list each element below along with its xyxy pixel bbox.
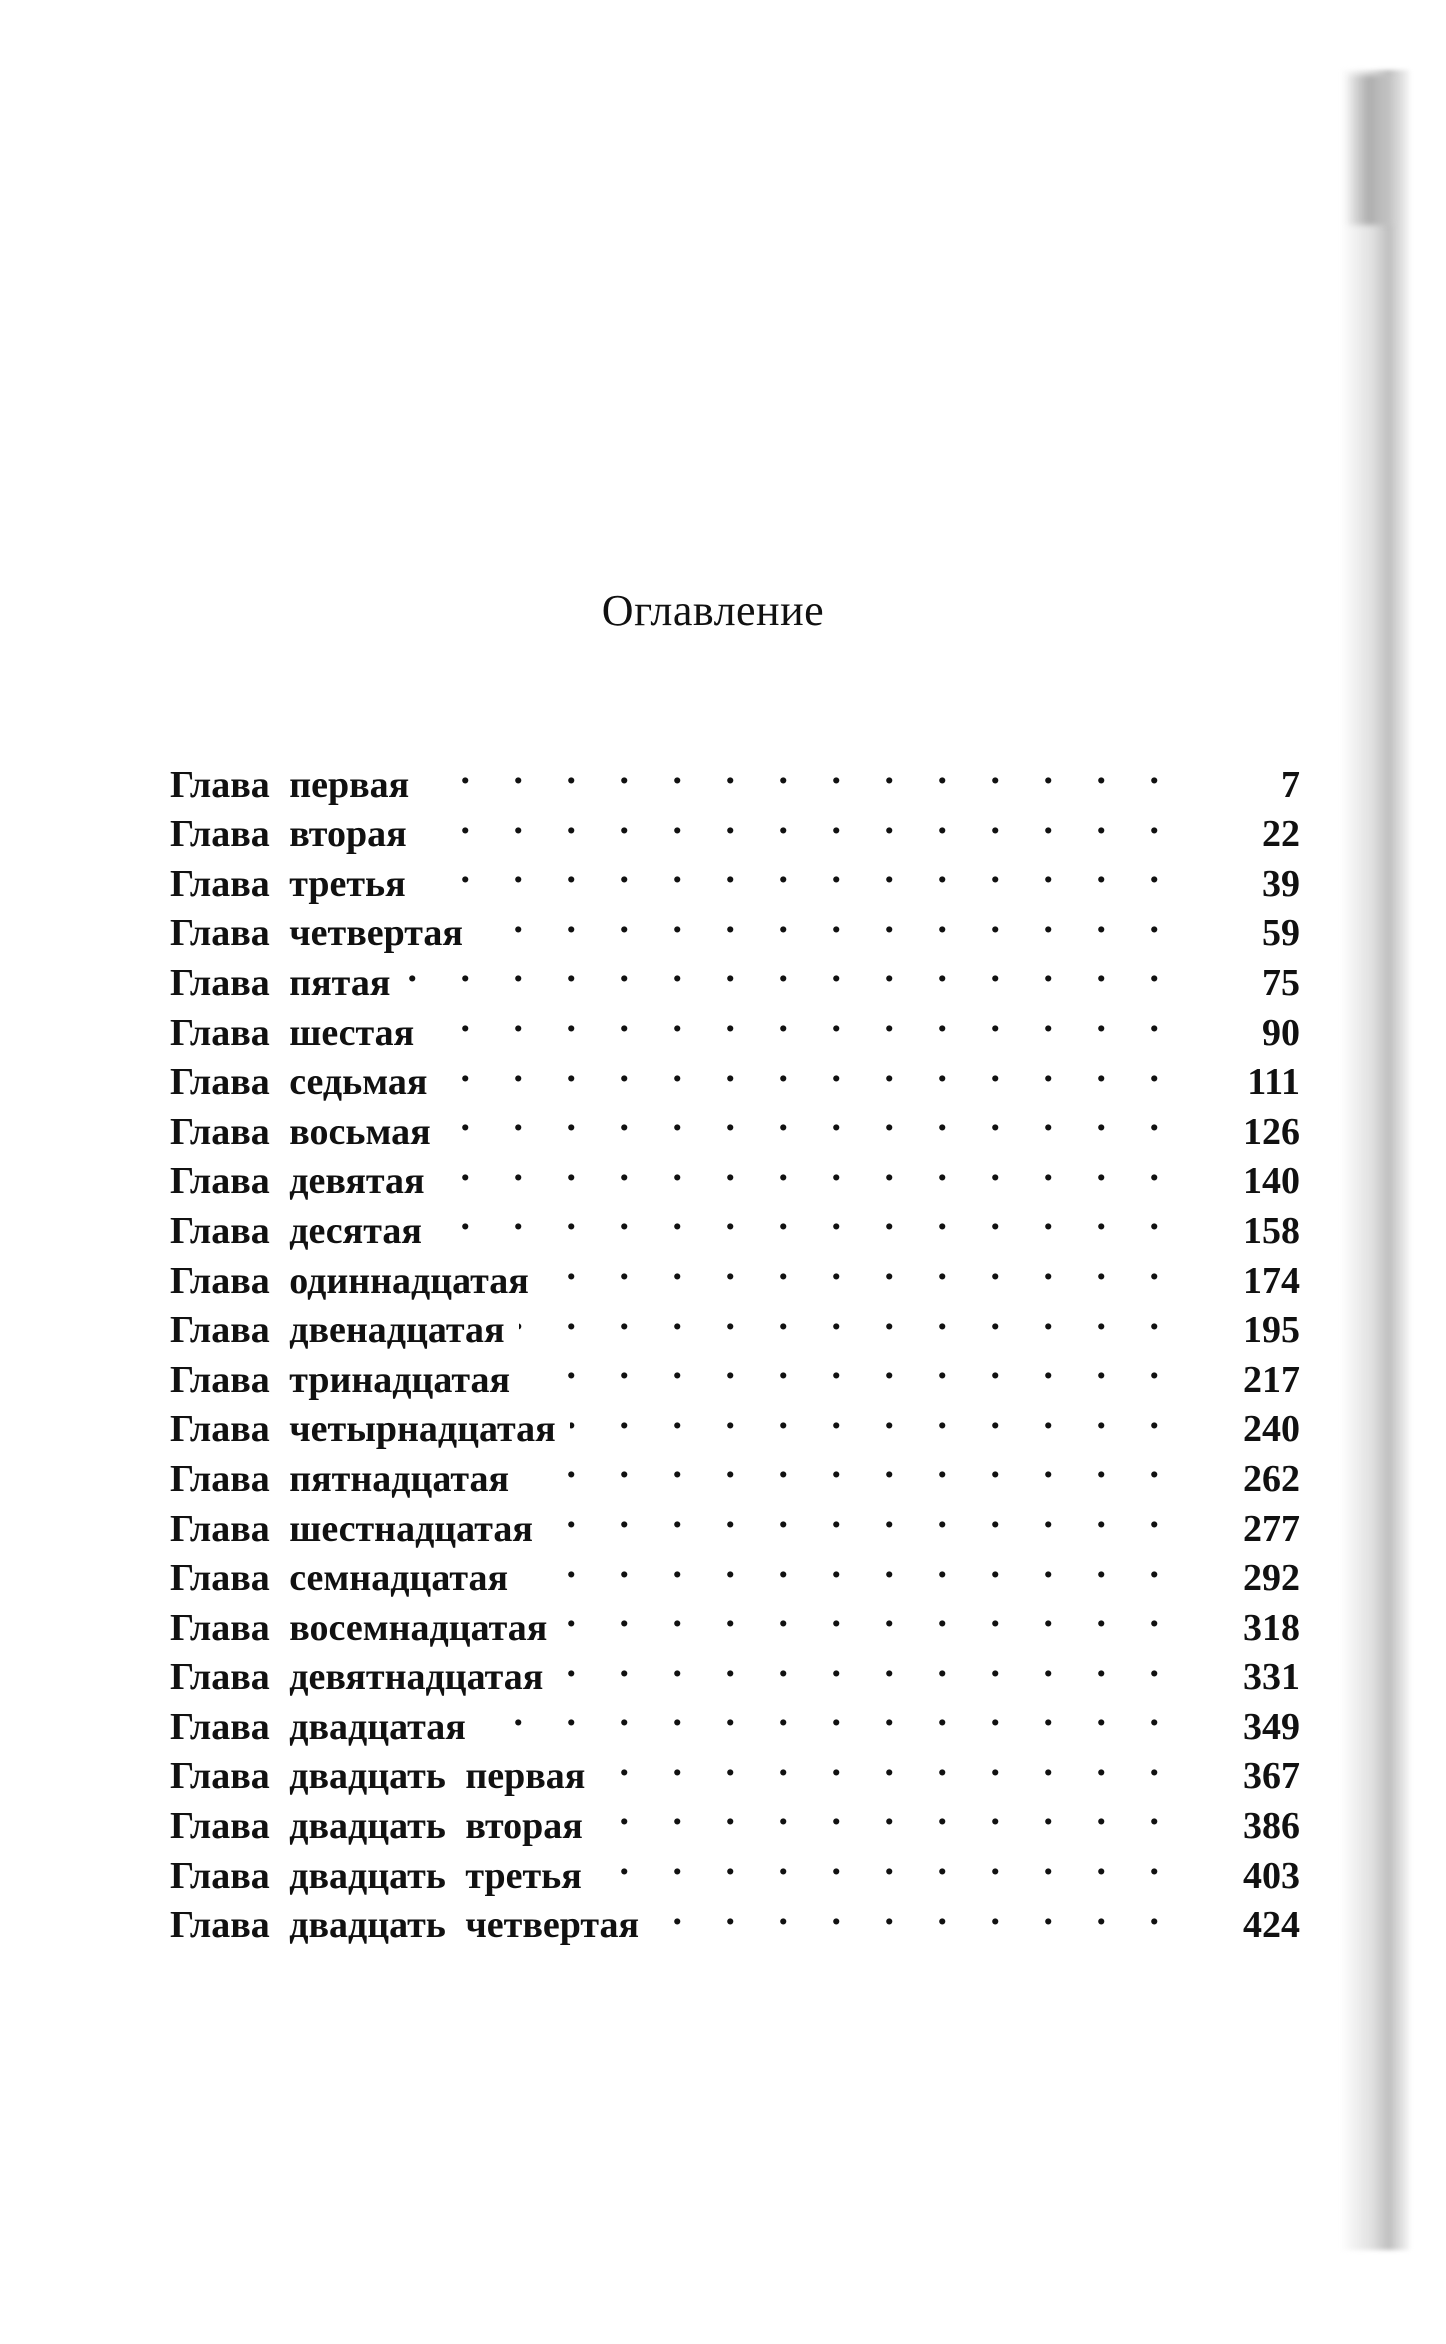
toc-entry-label: Глава восемнадцатая	[170, 1604, 561, 1654]
toc-entry-page: 217	[1176, 1356, 1300, 1406]
toc-entry-label: Глава двадцать первая	[170, 1752, 599, 1802]
toc-entry-page: 140	[1176, 1157, 1300, 1207]
toc-dot-leader	[477, 896, 1176, 946]
toc-entry-label: Глава двенадцатая	[170, 1306, 519, 1356]
toc-entry-label: Глава девятая	[170, 1157, 439, 1207]
toc-entry-page: 262	[1176, 1455, 1300, 1505]
toc-entry-label: Глава двадцатая	[170, 1703, 480, 1753]
toc-entry-label: Глава семнадцатая	[170, 1554, 522, 1604]
toc-entry-page: 240	[1176, 1405, 1300, 1455]
toc-dot-leader	[523, 1441, 1176, 1491]
toc-entry-label: Глава седьмая	[170, 1058, 441, 1108]
toc-entry-label: Глава четвертая	[170, 909, 477, 959]
toc-dot-leader	[547, 1491, 1176, 1541]
toc-entry-label: Глава первая	[170, 761, 423, 811]
toc-dot-leader	[423, 747, 1176, 797]
toc-entry-page: 111	[1176, 1058, 1300, 1108]
toc-dot-leader	[524, 1342, 1176, 1392]
toc-entry-page: 277	[1176, 1505, 1300, 1555]
toc-entry-label: Глава шестая	[170, 1009, 428, 1059]
toc-dot-leader	[519, 1293, 1176, 1343]
toc-dot-leader	[421, 797, 1176, 847]
toc-entry-page: 158	[1176, 1207, 1300, 1257]
toc-entry-label: Глава пятая	[170, 959, 404, 1009]
toc-entry-page: 126	[1176, 1108, 1300, 1158]
toc-entry-page: 292	[1176, 1554, 1300, 1604]
toc-entry-label: Глава третья	[170, 860, 420, 910]
toc-dot-leader	[480, 1689, 1176, 1739]
toc-entry-page: 424	[1176, 1901, 1300, 1951]
toc-dot-leader	[436, 1193, 1176, 1243]
toc-entry-label: Глава одиннадцатая	[170, 1257, 543, 1307]
toc-entry-label: Глава двадцать вторая	[170, 1802, 597, 1852]
toc-dot-leader	[596, 1838, 1176, 1888]
toc-dot-leader	[428, 995, 1176, 1045]
toc-entry-page: 90	[1176, 1009, 1300, 1059]
toc-dot-leader	[404, 945, 1176, 995]
toc-entry-page: 75	[1176, 959, 1300, 1009]
toc-dot-leader	[543, 1243, 1176, 1293]
toc-entry-label: Глава двадцать четвертая	[170, 1901, 653, 1951]
toc-dot-leader	[557, 1640, 1176, 1690]
toc-entry-page: 318	[1176, 1604, 1300, 1654]
page-edge-shadow	[1340, 70, 1410, 2250]
toc-dot-leader	[597, 1788, 1176, 1838]
toc-entry	[170, 747, 1300, 806]
toc-entry-page: 174	[1176, 1257, 1300, 1307]
toc-entry-label: Глава восьмая	[170, 1108, 445, 1158]
toc-dot-leader	[522, 1541, 1176, 1591]
toc-dot-leader	[561, 1590, 1176, 1640]
toc-entry-label: Глава двадцать третья	[170, 1852, 596, 1902]
toc-dot-leader	[653, 1888, 1176, 1938]
toc-entry-page: 403	[1176, 1852, 1300, 1902]
toc-entry-page: 195	[1176, 1306, 1300, 1356]
toc-dot-leader	[599, 1739, 1176, 1789]
toc-dot-leader	[439, 1144, 1176, 1194]
toc-dot-leader	[570, 1392, 1176, 1442]
toc-list	[170, 747, 1300, 1947]
toc-title: Оглавление	[601, 586, 825, 635]
toc-entry-page: 386	[1176, 1802, 1300, 1852]
toc-dot-leader	[445, 1094, 1176, 1144]
toc-entry-page: 39	[1176, 860, 1300, 910]
toc-entry-page: 22	[1176, 810, 1300, 860]
toc-dot-leader	[441, 1045, 1176, 1095]
toc-entry-label: Глава вторая	[170, 810, 421, 860]
toc-entry-page: 367	[1176, 1752, 1300, 1802]
toc-entry-label: Глава девятнадцатая	[170, 1653, 557, 1703]
toc-entry-label: Глава четырнадцатая	[170, 1405, 570, 1455]
page-edge-shadow-top	[1345, 75, 1395, 225]
toc-entry-label: Глава пятнадцатая	[170, 1455, 523, 1505]
toc-entry-label: Глава шестнадцатая	[170, 1505, 547, 1555]
toc-entry-page: 59	[1176, 909, 1300, 959]
toc-entry-label: Глава десятая	[170, 1207, 436, 1257]
toc-entry-page: 7	[1176, 761, 1300, 811]
toc-entry-page: 349	[1176, 1703, 1300, 1753]
toc-dot-leader	[420, 846, 1176, 896]
toc-entry-label: Глава тринадцатая	[170, 1356, 524, 1406]
toc-entry-page: 331	[1176, 1653, 1300, 1703]
